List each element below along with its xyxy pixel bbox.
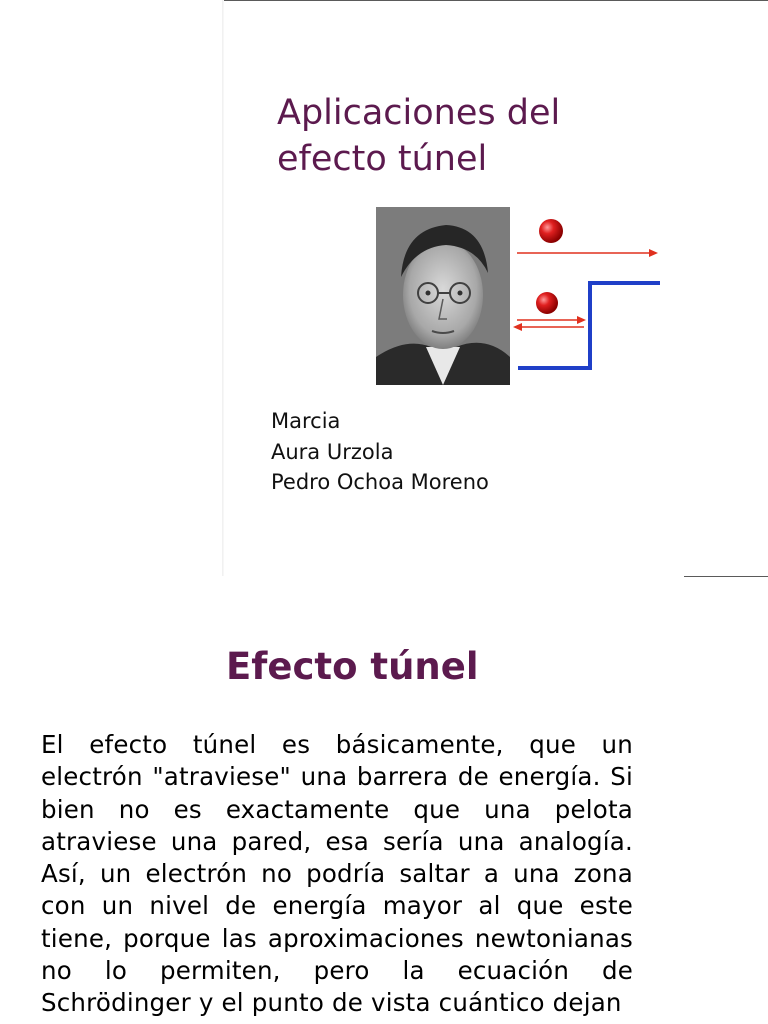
top-divider <box>224 0 768 1</box>
bottom-divider <box>684 576 768 577</box>
author-name: Marcia <box>271 409 341 433</box>
author-name: Aura Urzola <box>271 439 394 464</box>
section-heading: Efecto túnel <box>226 645 479 688</box>
slide-title-line-2: efecto túnel <box>277 139 488 179</box>
author-name: Pedro Ochoa Moreno <box>271 470 489 494</box>
body-paragraph: El efecto túnel es básicamente, que un electrón "atraviese" una barrera de energía. Si bien no es exactamente que una pelota atraviese una pared, esa sería una analogía. Así, un electrón no podría saltar a una zona con un nivel de energía mayor al que este tiene, porque las aproximaciones newtonianas no lo permiten, pero la ecuación de Schrödinger y el punto de vista cuántico dejan <box>41 730 633 1018</box>
particle-ball-lower <box>536 292 558 314</box>
scientist-portrait-image <box>376 207 510 385</box>
slide-title-line-1: Aplicaciones del <box>277 93 561 133</box>
tunnel-effect-diagram <box>512 207 662 385</box>
authors-list <box>271 406 489 498</box>
slide-title <box>277 90 657 182</box>
particle-ball-upper <box>539 219 563 243</box>
slide-left-edge <box>222 0 224 576</box>
